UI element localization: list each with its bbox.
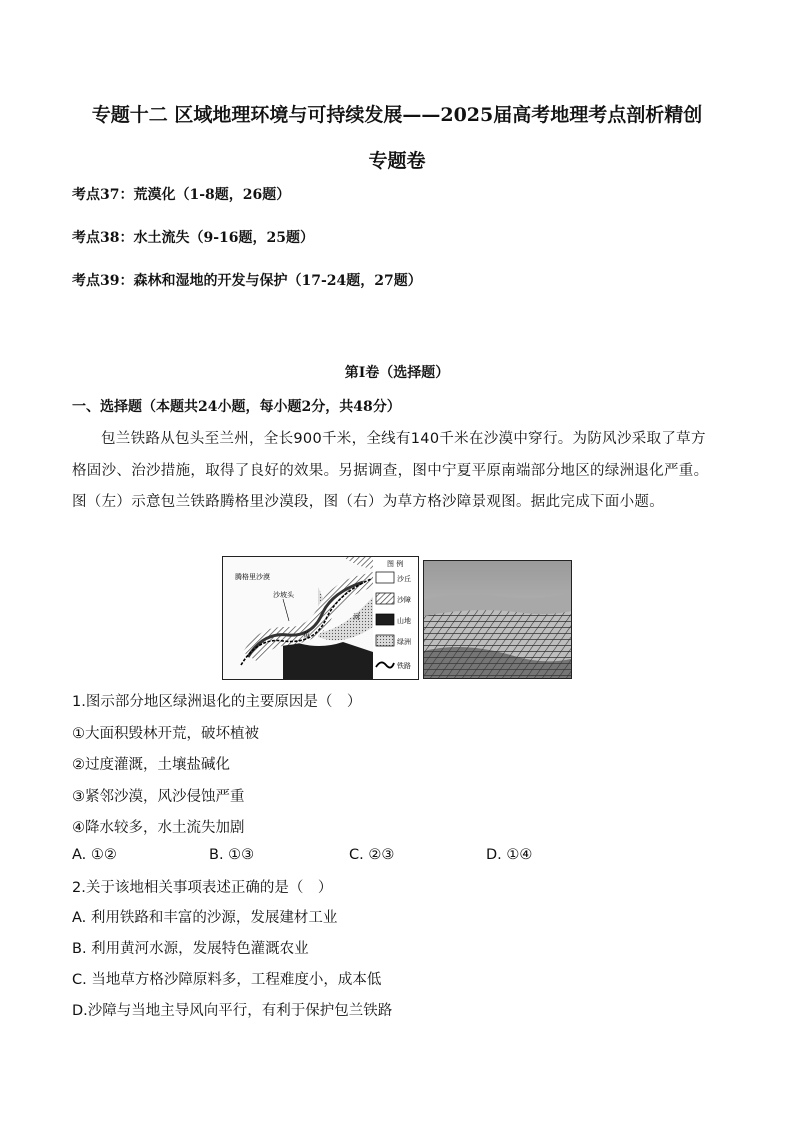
map-label-desert: 腾格里沙漠 <box>235 573 270 581</box>
question-1-choice-c[interactable]: C. ②③ <box>349 847 395 863</box>
map-label-river: 黄 <box>303 631 310 639</box>
question-2-choice-c[interactable]: C. 当地草方格沙障原料多，工程难度小，成本低 <box>72 972 382 988</box>
question-1-stem: 1.图示部分地区绿洲退化的主要原因是（ ） <box>72 694 362 710</box>
railway-map-figure <box>222 556 419 680</box>
question-1-statement-2: ②过度灌溉，土壤盐碱化 <box>72 757 230 773</box>
map-drawing <box>223 557 418 679</box>
topic-37: 考点37：荒漠化（1-8题，26题） <box>72 187 291 203</box>
question-1-choice-b[interactable]: B. ①③ <box>209 847 255 863</box>
document-title <box>60 92 734 184</box>
legend-label-railway: 铁路 <box>397 662 411 670</box>
legend-label-dune: 沙丘 <box>397 575 411 583</box>
question-1-statement-4: ④降水较多，水土流失加剧 <box>72 820 245 836</box>
topic-38: 考点38：水土流失（9-16题，25题） <box>72 230 314 246</box>
question-1-statement-1: ①大面积毁林开荒，破坏植被 <box>72 726 259 742</box>
question-1-statement-3: ③紧邻沙漠，风沙侵蚀严重 <box>72 789 245 805</box>
reading-passage: 包兰铁路从包头至兰州，全长900千米，全线有140千米在沙漠中穿行。为防风沙采取了草方格固沙、治沙措施，取得了良好的效果。另据调查，图中宁夏平原南端部分地区的绿洲退化严重。图（左）示意包兰铁路腾格里沙漠段，图（右）为草方格沙障景观图。据此完成下面小题。 <box>72 431 709 510</box>
topic-39: 考点39：森林和湿地的开发与保护（17-24题，27题） <box>72 273 422 289</box>
legend-label-oasis: 绿洲 <box>397 638 411 646</box>
legend-title: 图 例 <box>387 560 404 568</box>
question-2-choice-a[interactable]: A. 利用铁路和丰富的沙源，发展建材工业 <box>72 910 338 926</box>
section-title: 第Ⅰ卷（选择题） <box>344 365 450 381</box>
figure-group <box>222 556 570 678</box>
question-1-choice-a[interactable]: A. ①② <box>72 847 117 863</box>
title-line-1: 专题十二 区域地理环境与可持续发展——2025届高考地理考点剖析精创 <box>91 104 703 126</box>
map-label-town: 沙坡头 <box>273 591 294 599</box>
legend-label-barrier: 沙障 <box>397 596 411 604</box>
legend-swatch-oasis <box>376 635 394 646</box>
question-2-choice-b[interactable]: B. 利用黄河水源，发展特色灌溉农业 <box>72 941 309 957</box>
legend-label-mountain: 山地 <box>397 617 411 625</box>
straw-checkerboard-photo <box>423 560 572 679</box>
legend-swatch-mountain <box>376 614 394 625</box>
part-title: 一、选择题（本题共24小题，每小题2分，共48分） <box>72 399 401 415</box>
legend-swatch-barrier <box>376 593 394 604</box>
legend-swatch-dune <box>376 572 394 583</box>
title-line-2: 专题卷 <box>368 150 426 172</box>
question-1-choice-d[interactable]: D. ①④ <box>486 847 533 863</box>
map-label-river2: 河 <box>353 613 360 621</box>
question-2-stem: 2.关于该地相关事项表述正确的是（ ） <box>72 880 333 896</box>
photo-drawing <box>424 561 571 678</box>
question-2-choice-d[interactable]: D.沙障与当地主导风向平行，有利于保护包兰铁路 <box>72 1003 393 1019</box>
